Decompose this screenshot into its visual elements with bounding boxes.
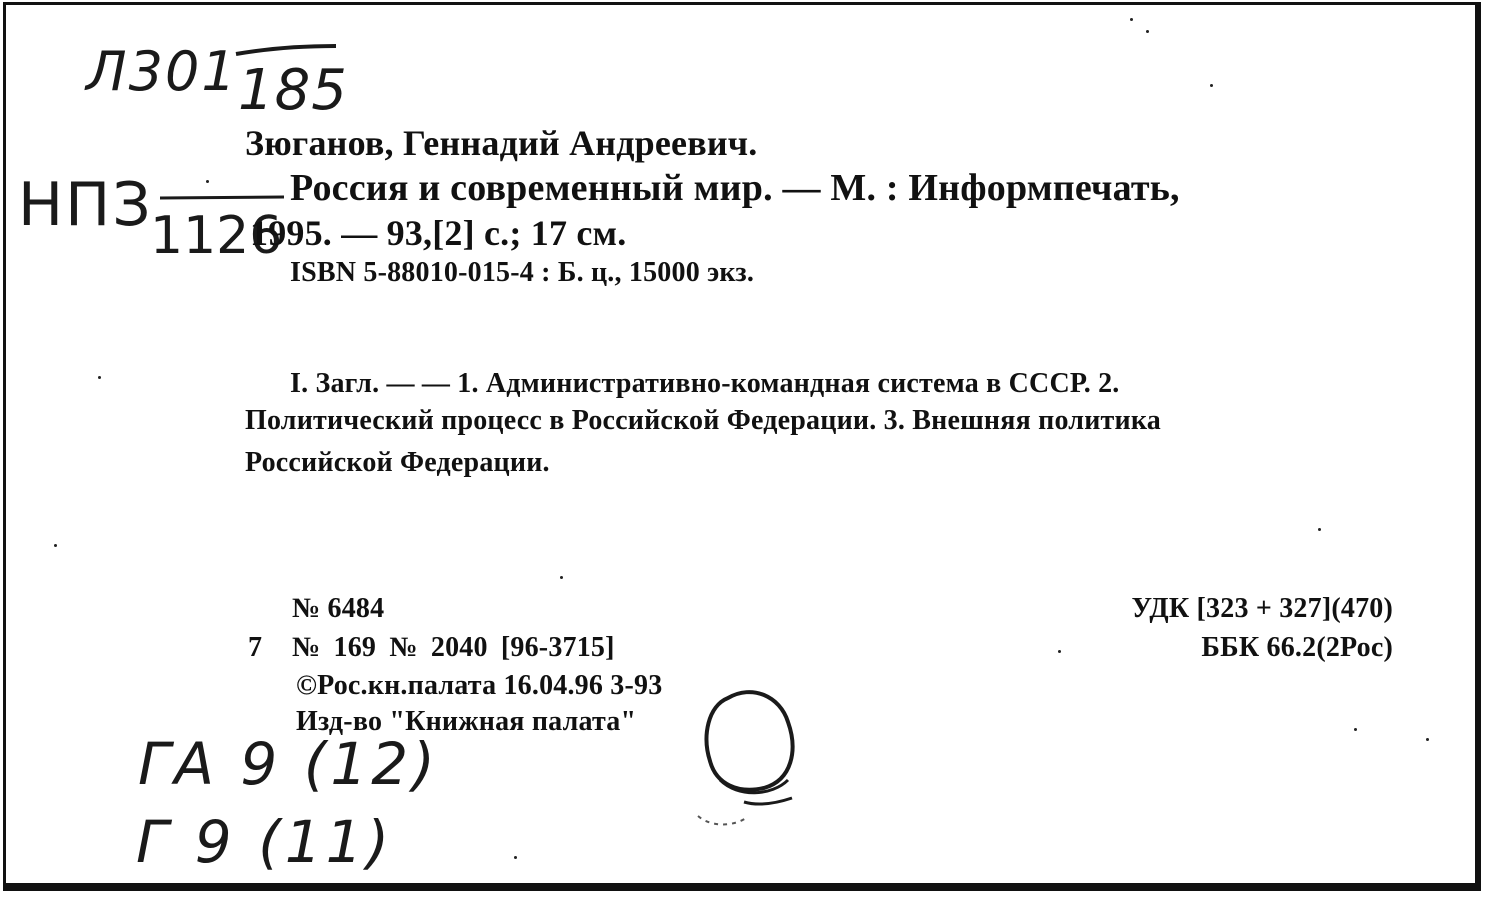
handwritten-ga-mark: ГА 9 (12): [138, 730, 439, 798]
handwritten-npz: НПЗ: [18, 170, 153, 240]
scan-speck: [98, 376, 101, 379]
subjects-line-1: I. Загл. — — 1. Административно-командная система в СССР. 2.: [290, 368, 1120, 399]
scan-speck: [560, 576, 563, 579]
record-numbers-line: № 169 № 2040 [96-3715]: [292, 632, 615, 663]
copyright-line: ©Рос.кн.палата 16.04.96 3-93: [296, 670, 663, 701]
scan-speck: [1210, 84, 1213, 87]
handwritten-npz-sub: 1126: [150, 206, 283, 266]
record-prefix: 7: [248, 632, 263, 663]
scan-speck: [1058, 650, 1061, 653]
isbn-statement: ISBN 5-88010-015-4 : Б. ц., 15000 экз.: [290, 257, 755, 288]
bbk-classification: ББК 66.2(2Рос): [1201, 632, 1393, 663]
handwritten-shelf-mark-sub: 185: [238, 58, 348, 123]
scan-speck: [1130, 18, 1133, 21]
scan-speck: [514, 856, 517, 859]
scan-speck: [206, 180, 209, 183]
scan-speck: [1354, 728, 1357, 731]
udk-classification: УДК [323 + 327](470): [1131, 593, 1393, 624]
npz-fraction-line: [158, 190, 288, 206]
scan-speck: [1426, 738, 1429, 741]
shelf-mark-overline: [232, 40, 342, 60]
subjects-line-3: Российской Федерации.: [245, 447, 550, 478]
record-number: № 6484: [292, 593, 385, 624]
author-heading: Зюганов, Геннадий Андреевич.: [245, 123, 758, 163]
scan-speck: [1318, 528, 1321, 531]
subjects-line-2: Политический процесс в Российской Федерации. 3. Внешняя политика: [245, 405, 1161, 436]
scan-speck: [54, 544, 57, 547]
publisher-line: Изд-во "Книжная палата": [296, 706, 637, 737]
library-stamp: [688, 676, 818, 836]
imprint-statement: 1995. — 93,[2] с.; 17 см.: [250, 213, 627, 253]
handwritten-shelf-mark: Л301: [86, 40, 238, 103]
handwritten-g-mark: Г 9 (11): [136, 808, 394, 876]
scan-speck: [1146, 30, 1149, 33]
title-statement: Россия и современный мир. — М. : Информпечать,: [290, 167, 1180, 209]
